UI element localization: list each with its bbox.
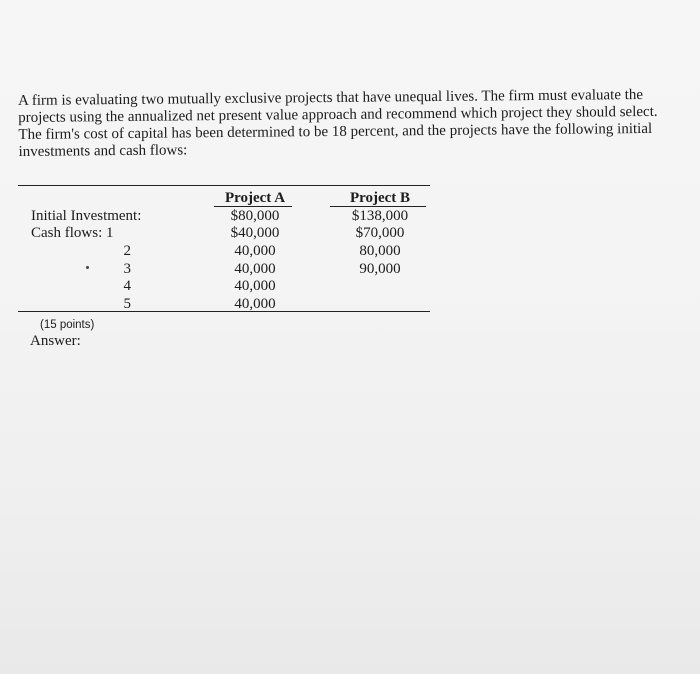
stray-mark — [86, 266, 89, 269]
project-b-cash-flow: 80,000 — [359, 243, 401, 259]
project-a-cash-flow: $40,000 — [230, 225, 280, 241]
points-label: (15 points) — [40, 319, 95, 331]
year-label: 2 — [123, 243, 131, 259]
year-label: 5 — [123, 296, 131, 312]
table-bottom-rule — [18, 311, 430, 312]
table-top-rule — [18, 185, 430, 186]
cash-flows-label: Cash flows: 1 — [31, 225, 114, 241]
project-b-cash-flow: 90,000 — [359, 261, 401, 277]
question-line-4: investments and cash flows: — [18, 142, 188, 160]
question-paragraph — [18, 87, 684, 161]
project-a-cash-flow: 40,000 — [234, 278, 276, 294]
project-a-cash-flow: 40,000 — [234, 296, 276, 312]
project-b-initial-investment: $138,000 — [351, 208, 409, 224]
header-project-b: Project B — [349, 190, 411, 206]
question-line-3: The firm's cost of capital has been determined to be 18 percent, and the projects have the following initial — [18, 120, 653, 143]
year-label: 3 — [123, 261, 131, 277]
question-line-2: projects using the annualized net present value approach and recommend which project they should select. — [18, 103, 658, 126]
project-a-cash-flow: 40,000 — [234, 261, 276, 277]
initial-investment-label: Initial Investment: — [31, 208, 142, 224]
year-label: 4 — [123, 278, 131, 294]
project-a-cash-flow: 40,000 — [234, 243, 276, 259]
project-b-cash-flow: $70,000 — [355, 225, 405, 241]
header-project-a: Project A — [224, 190, 286, 206]
question-line-1: A firm is evaluating two mutually exclusive projects that have unequal lives. The firm must evaluate the — [18, 87, 644, 109]
answer-label: Answer: — [30, 333, 81, 349]
project-a-initial-investment: $80,000 — [230, 208, 280, 224]
